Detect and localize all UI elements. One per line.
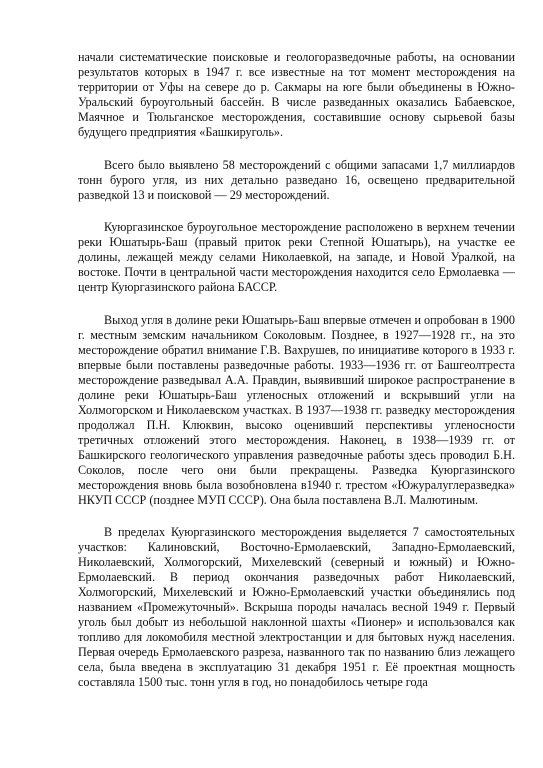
paragraph-survey-results: начали систематические поисковые и геологоразведочные работы, на основании результатов которых в 1947 г. все известные на тот момент месторождения на территории от Уфы на севере до р. Сакмары на юге были объединены в Южно-Уральский буроугольный бассейн. В числе разведанных оказались Бабаевское, Маячное и Тюльганское месторождения, составившие основу сырьевой базы будущего предприятия «Башкируголь». xyxy=(78,50,515,139)
paragraph-deposit-sections: В пределах Куюргазинского месторождения выделяется 7 самостоятельных участков: Калиновский, Восточно-Ермолаевский, Западно-Ермолаевский, Николаевский, Холмогорский, Михелевский (северный и южный) и Южно-Ермолаевский. В период окончания разведочных работ Николаевский, Холмогорский, Михелевский и Южно-Ермолаевский участки объединялись под названием «Промежуточный». Вскрыша породы началась весной 1949 г. Первый уголь был добыт из небольшой наклонной шахты «Пионер» и использовался как топливо для локомобиля местной электростанции и для бытовых нужд населения. Первая очередь Ермолаевского разреза, названного так по названию близ лежащего села, была введена в эксплуатацию 31 декабря 1951 г. Её проектная мощность составляла 1500 тыс. тонн угля в год, но понадобилось четыре года xyxy=(78,525,515,690)
paragraph-exploration-history: Выход угля в долине реки Юшатырь-Баш впервые отмечен и опробован в 1900 г. местным земским начальником Соколовым. Позднее, в 1927—1928 гг., на это месторождение обратил внимание Г.В. Вахрушев, по инициативе которого в 1933 г. впервые были поставлены разведочные работы. 1933—1936 гг. от Башгеолтреста месторождение разведывал А.А. Правдин, выявивший широкое распространение в долине реки Юшатырь-Баш угленосных отложений и вскрывший угли на Холмогорском и Николаевском участках. В 1937—1938 гг. разведку месторождения продолжал П.Н. Клюквин, высоко оценивший перспективы угленосности третичных отложений этого месторождения. Наконец, в 1938—1939 гг. от Башкирского геологического управления разведочные работы здесь проводил Б.Н. Соколов, после чего они были прекращены. Разведка Куюргазинского месторождения вновь была возобновлена в1940 г. трестом «Южуралуглеразведка» НКУП СССР (позднее МУП СССР). Она была поставлена В.Л. Малютиным. xyxy=(78,312,515,507)
paragraph-deposit-location: Куюргазинское буроугольное месторождение расположено в верхнем течении реки Юшатырь-Баш (правый приток реки Степной Юшатырь), на участке ее долины, лежащей между селами Николаевкой, на западе, и Новой Уралкой, на востоке. Почти в центральной части месторождения находится село Ермолаевка — центр Куюргазинского района БАССР. xyxy=(78,220,515,295)
paragraph-deposit-count: Всего было выявлено 58 месторождений с общими запасами 1,7 миллиардов тонн бурого угля, из них детально разведано 16, освещено предварительной разведкой 13 и поисковой — 29 месторождений. xyxy=(78,157,515,202)
